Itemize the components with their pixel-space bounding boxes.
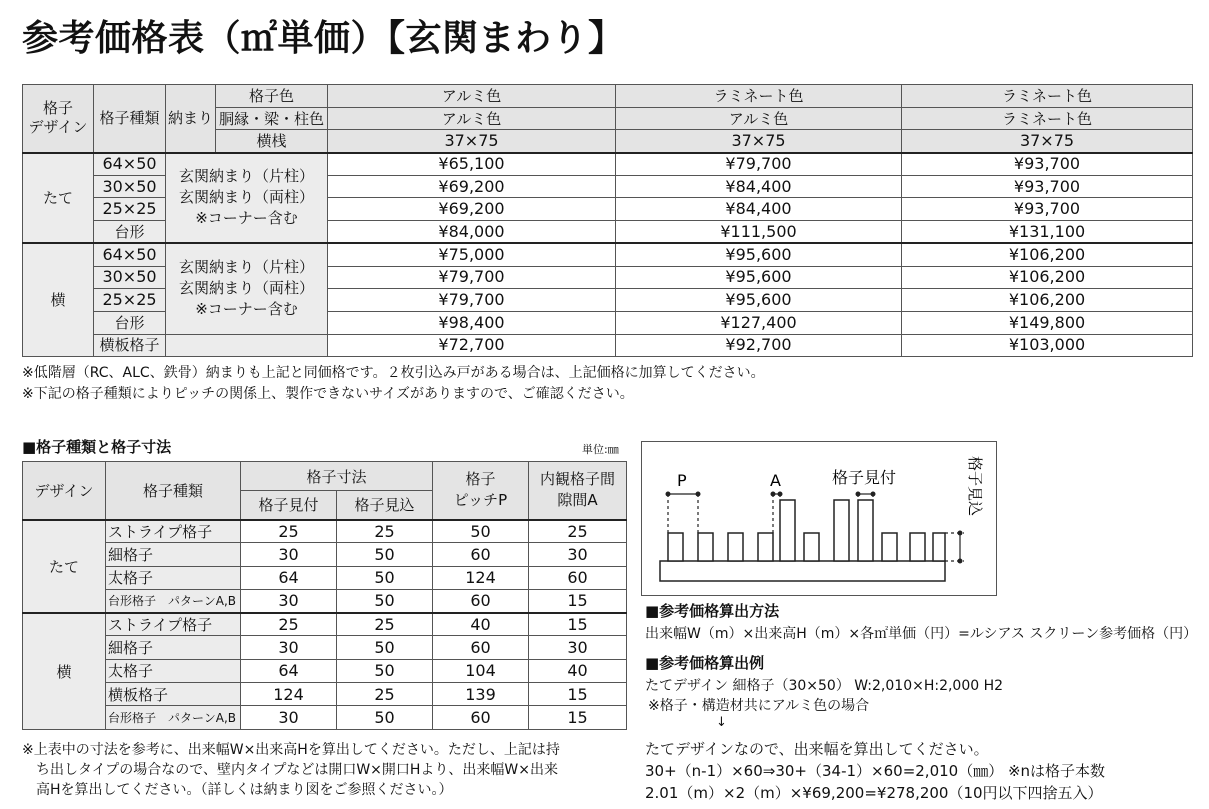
table-row	[23, 589, 627, 612]
spec-cell: 40	[433, 613, 529, 636]
price-cell: ¥106,200	[902, 289, 1193, 312]
price-cell: ¥93,700	[902, 198, 1193, 221]
spec-cell: 25	[241, 520, 337, 543]
spec-cell: 15	[529, 589, 627, 612]
spec-cell: 25	[337, 683, 433, 706]
spec-type-cell: 細格子	[106, 543, 241, 566]
price-table	[22, 84, 1193, 357]
label-p: P	[677, 471, 687, 490]
spec-header-mitsuke: 格子見付	[241, 491, 337, 520]
spec-cell: 30	[241, 543, 337, 566]
spec-cell: 50	[337, 706, 433, 729]
spec-cell: 60	[433, 589, 529, 612]
spec-cell: 15	[529, 683, 627, 706]
spec-footnote-line: 高Hを算出してください。（詳しくは納まり図をご参照ください。）	[22, 782, 453, 798]
spec-cell: 124	[433, 566, 529, 589]
col3-rail: 37×75	[902, 130, 1193, 153]
spec-type-cell: 台形格子 パターンA,B	[106, 706, 241, 729]
spec-cell: 50	[337, 566, 433, 589]
spec-cell: 64	[241, 566, 337, 589]
price-cell: ¥149,800	[902, 311, 1193, 334]
note-line: ※低階層（RC、ALC、鉄骨）納まりも上記と同価格です。２枚引込み戸がある場合は、上記価格に加算してください。	[22, 365, 765, 381]
table-row	[23, 636, 627, 659]
type-cell: 25×25	[94, 198, 166, 221]
type-cell: 台形	[94, 221, 166, 244]
spec-cell: 50	[337, 659, 433, 682]
price-cell: ¥95,600	[616, 243, 902, 266]
spec-cell: 25	[337, 520, 433, 543]
type-cell: 30×50	[94, 266, 166, 289]
spec-cell: 50	[433, 520, 529, 543]
down-arrow-icon: ↓	[716, 715, 727, 730]
label-mikomi: 格子見込	[966, 456, 984, 517]
price-cell: ¥92,700	[616, 334, 902, 357]
price-cell: ¥69,200	[328, 175, 616, 198]
header-rail-label: 横桟	[216, 130, 328, 153]
spec-cell: 50	[337, 636, 433, 659]
col3-color: ラミネート色	[902, 85, 1193, 108]
spec-design-yoko: 横	[23, 613, 106, 729]
spec-cell: 60	[529, 566, 627, 589]
spec-header-mikomi: 格子見込	[337, 491, 433, 520]
spec-cell: 15	[529, 613, 627, 636]
spec-type-cell: 細格子	[106, 636, 241, 659]
price-cell: ¥93,700	[902, 153, 1193, 176]
spec-cell: 50	[337, 543, 433, 566]
price-cell: ¥106,200	[902, 243, 1193, 266]
col2-rail: 37×75	[616, 130, 902, 153]
calc-example-line: 2.01（m）×2（m）×¥69,200=¥278,200（10円以下四捨五入）	[645, 784, 1103, 802]
price-cell: ¥65,100	[328, 153, 616, 176]
price-cell: ¥95,600	[616, 289, 902, 312]
spec-cell: 25	[241, 613, 337, 636]
type-cell: 64×50	[94, 243, 166, 266]
label-mitsuke: 格子見付	[832, 468, 897, 487]
price-cell: ¥75,000	[328, 243, 616, 266]
col1-frame: アルミ色	[328, 107, 616, 130]
spec-design-tate: たて	[23, 520, 106, 613]
spec-cell: 25	[529, 520, 627, 543]
spec-table	[22, 461, 627, 730]
price-cell: ¥84,400	[616, 175, 902, 198]
design-yoko: 横	[23, 243, 94, 356]
price-cell: ¥111,500	[616, 221, 902, 244]
table-row	[23, 334, 1193, 357]
spec-cell: 139	[433, 683, 529, 706]
spec-cell: 60	[433, 706, 529, 729]
spec-footnote-line: ※上表中の寸法を参考に、出来幅W×出来高Hを算出してください。ただし、上記は持	[22, 742, 560, 758]
table-row	[23, 520, 627, 543]
price-cell: ¥106,200	[902, 266, 1193, 289]
calc-method-heading: ■参考価格算出方法	[645, 602, 780, 620]
price-cell: ¥84,400	[616, 198, 902, 221]
note-line: ※下記の格子種類によりピッチの関係上、製作できないサイズがありますので、ご確認ください。	[22, 386, 634, 402]
type-cell: 25×25	[94, 289, 166, 312]
calc-example-line: たてデザインなので、出来幅を算出してください。	[645, 740, 989, 758]
spec-type-cell: 太格子	[106, 566, 241, 589]
price-cell: ¥79,700	[616, 153, 902, 176]
spec-type-cell: ストライプ格子	[106, 613, 241, 636]
col2-color: ラミネート色	[616, 85, 902, 108]
table-row	[23, 543, 627, 566]
col1-color: アルミ色	[328, 85, 616, 108]
spec-cell: 15	[529, 706, 627, 729]
lattice-diagram	[641, 441, 997, 596]
col1-rail: 37×75	[328, 130, 616, 153]
spec-cell: 60	[433, 636, 529, 659]
price-cell: ¥127,400	[616, 311, 902, 334]
spec-cell: 124	[241, 683, 337, 706]
spec-cell: 40	[529, 659, 627, 682]
spec-cell: 25	[337, 613, 433, 636]
spec-cell: 60	[433, 543, 529, 566]
calc-example-heading: ■参考価格算出例	[645, 654, 765, 672]
spec-cell: 30	[241, 589, 337, 612]
col3-frame: ラミネート色	[902, 107, 1193, 130]
header-design: 格子 デザイン	[23, 85, 94, 153]
header-osamari: 納まり	[166, 85, 216, 153]
osamari-yoko: 玄関納まり（片柱） 玄関納まり（両柱） ※コーナー含む	[166, 243, 328, 334]
table-row	[23, 683, 627, 706]
spec-header-size: 格子寸法	[241, 462, 433, 491]
calc-example-line: たてデザイン 細格子（30×50） W:2,010×H:2,000 H2	[645, 678, 1004, 694]
price-cell: ¥103,000	[902, 334, 1193, 357]
spec-type-cell: 太格子	[106, 659, 241, 682]
price-cell: ¥84,000	[328, 221, 616, 244]
price-cell: ¥72,700	[328, 334, 616, 357]
spec-header-type: 格子種類	[106, 462, 241, 520]
spec-cell: 104	[433, 659, 529, 682]
osamari-empty	[166, 334, 328, 357]
spec-header-design: デザイン	[23, 462, 106, 520]
label-a: A	[770, 471, 781, 490]
calc-example-line: ※格子・構造材共にアルミ色の場合	[648, 698, 870, 714]
spec-footnote-line: ち出しタイプの場合なので、壁内タイプなどは開口W×開口Hより、出来幅W×出来	[22, 762, 558, 778]
col2-frame: アルミ色	[616, 107, 902, 130]
table-row	[23, 153, 1193, 176]
price-cell: ¥93,700	[902, 175, 1193, 198]
table-row	[23, 659, 627, 682]
header-type: 格子種類	[94, 85, 166, 153]
spec-cell: 50	[337, 589, 433, 612]
calc-example-line: 30+（n-1）×60⇒30+（34-1）×60=2,010（㎜） ※nは格子本数	[645, 762, 1106, 780]
type-cell: 30×50	[94, 175, 166, 198]
osamari-tate: 玄関納まり（片柱） 玄関納まり（両柱） ※コーナー含む	[166, 153, 328, 244]
design-tate: たて	[23, 153, 94, 244]
lattice-diagram-svg	[642, 442, 996, 595]
spec-header-gap: 内観格子間 隙間A	[529, 462, 627, 520]
table-row	[23, 566, 627, 589]
spec-type-cell: ストライプ格子	[106, 520, 241, 543]
spec-cell: 30	[529, 543, 627, 566]
spec-cell: 30	[241, 636, 337, 659]
header-frame-label: 胴縁・梁・柱色	[216, 107, 328, 130]
price-cell: ¥131,100	[902, 221, 1193, 244]
header-color-label: 格子色	[216, 85, 328, 108]
spec-type-cell: 台形格子 パターンA,B	[106, 589, 241, 612]
spec-cell: 30	[241, 706, 337, 729]
type-cell: 横板格子	[94, 334, 166, 357]
calc-method-text: 出来幅W（m）×出来高H（m）×各㎡単価（円）=ルシアス スクリーン参考価格（円）	[645, 626, 1198, 642]
spec-header-pitch: 格子 ピッチP	[433, 462, 529, 520]
page-title: 参考価格表（㎡単価）【玄関まわり】	[22, 18, 625, 59]
price-cell: ¥79,700	[328, 289, 616, 312]
type-cell: 64×50	[94, 153, 166, 176]
spec-cell: 30	[529, 636, 627, 659]
price-cell: ¥95,600	[616, 266, 902, 289]
spec-cell: 64	[241, 659, 337, 682]
spec-heading: ■格子種類と格子寸法	[22, 438, 172, 456]
unit-label: 単位:㎜	[582, 443, 619, 456]
type-cell: 台形	[94, 311, 166, 334]
price-cell: ¥79,700	[328, 266, 616, 289]
price-cell: ¥69,200	[328, 198, 616, 221]
table-row	[23, 613, 627, 636]
table-row	[23, 706, 627, 729]
spec-type-cell: 横板格子	[106, 683, 241, 706]
table-row	[23, 243, 1193, 266]
price-cell: ¥98,400	[328, 311, 616, 334]
